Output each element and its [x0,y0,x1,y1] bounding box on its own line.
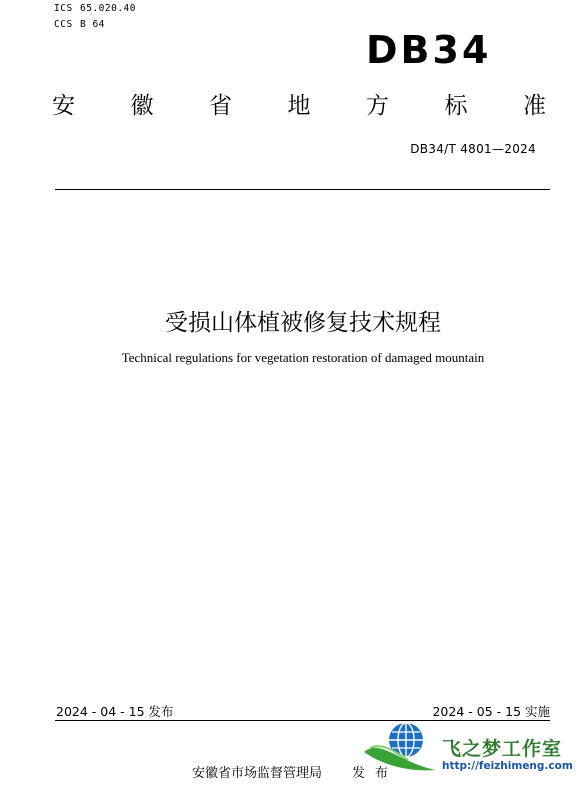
ccs-line [54,19,105,30]
standard-type-char: 准 [523,93,546,119]
standard-type-char: 省 [209,93,232,119]
publish-word: 发布 [352,766,399,781]
top-divider [55,189,550,190]
implementation-date: 2024 - 05 - 15 实施 [432,704,550,719]
watermark-brand: 飞之梦工作室 [442,738,563,760]
standard-number: DB34/T 4801—2024 [410,142,536,156]
watermark-url: http://feizhimeng.com [442,760,573,772]
ics-line [54,3,136,14]
db-logo: DB34 [366,28,492,72]
issuer-name: 安徽省市场监督管理局 [192,766,323,781]
ccs-value: B 64 [80,19,105,30]
ccs-label: CCS [54,19,73,30]
standard-type-char: 徽 [130,93,154,119]
document-title-en: Technical regulations for vegetation restoration of damaged mountain [121,350,485,365]
standard-type-char: 地 [287,93,311,119]
leaf-swoosh-icon [362,734,438,774]
watermark [362,720,582,786]
ics-value: 65.020.40 [80,3,136,14]
standard-type-char: 标 [444,93,468,119]
ics-label: ICS [54,3,73,14]
standard-type-char: 安 [52,93,75,119]
standard-type [52,92,546,120]
document-title-cn: 受损山体植被修复技术规程 [165,310,441,336]
standard-type-char: 方 [366,93,389,119]
issue-date: 2024 - 04 - 15 发布 [56,704,174,719]
